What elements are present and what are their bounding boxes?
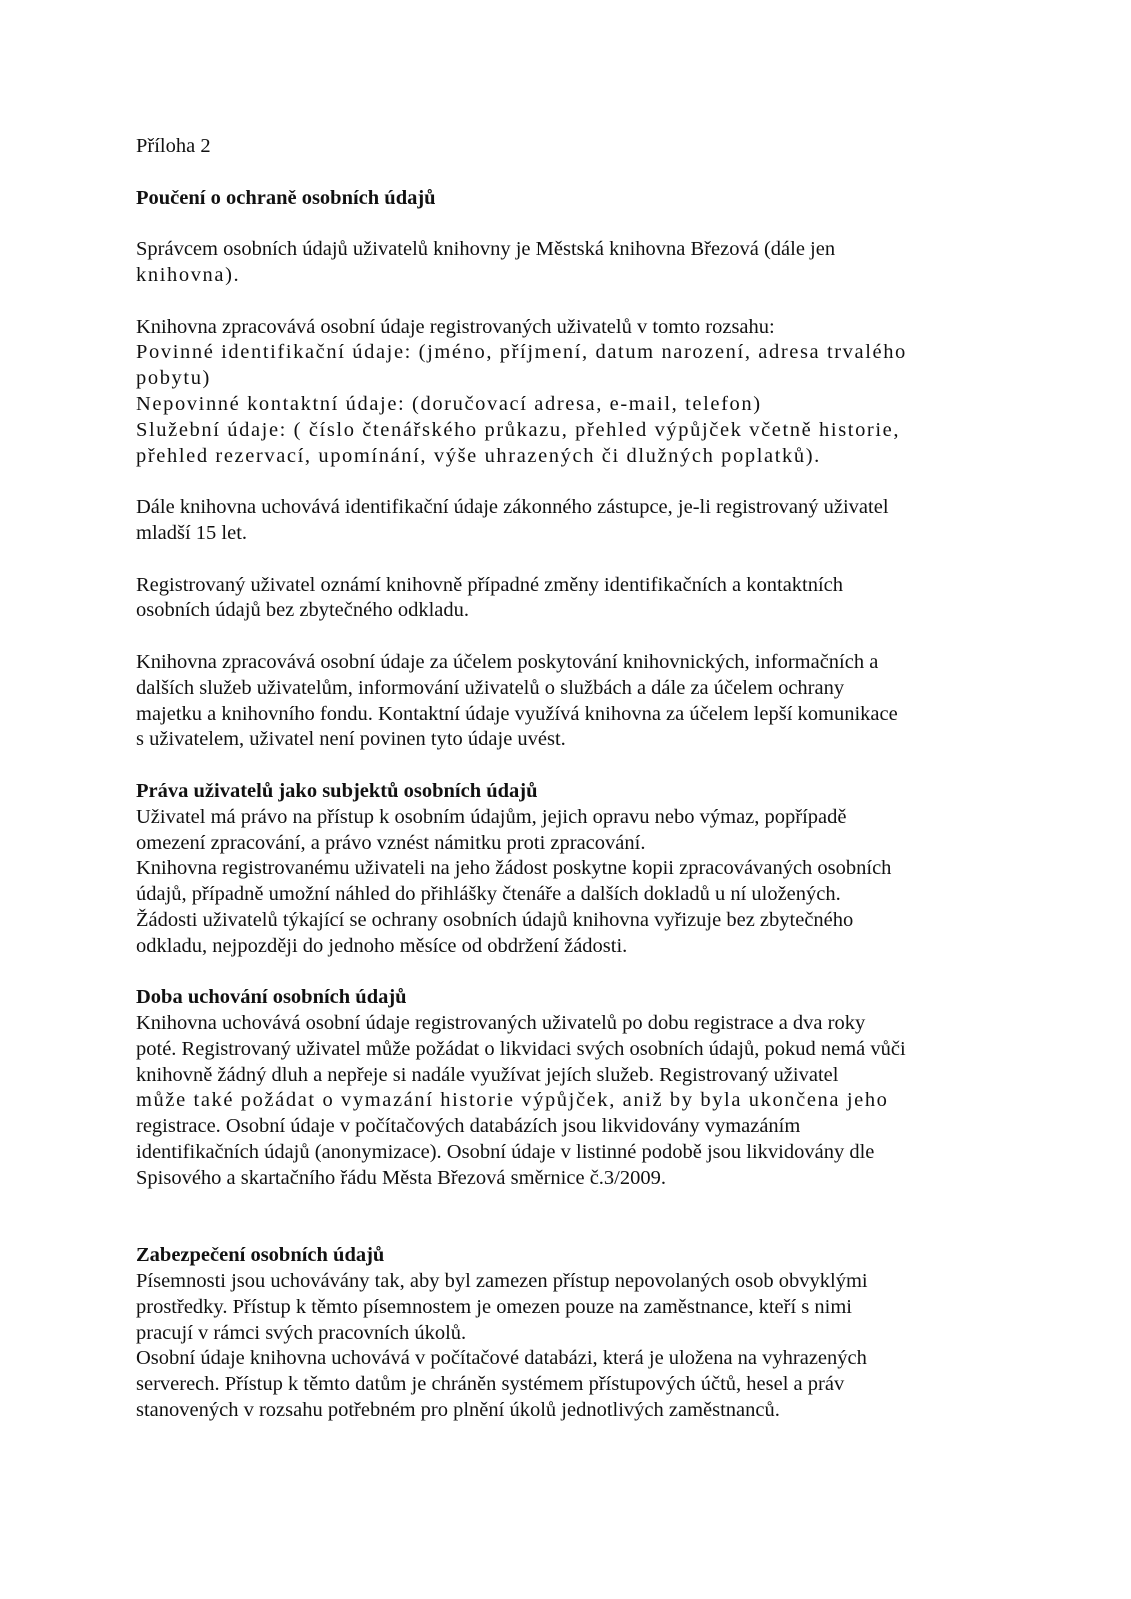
text-line: Knihovna registrovanému uživateli na jeho žádost poskytne kopii zpracovávaných osobních	[136, 857, 892, 880]
text-line: údajů, případně umožní náhled do přihlášky čtenáře a dalších dokladů u ní uložených.	[136, 883, 841, 906]
text-line: Spisového a skartačního řádu Města Březová směrnice č.3/2009.	[136, 1166, 666, 1189]
text-line: poté. Registrovaný uživatel může požádat o likvidaci svých osobních údajů, pokud nemá vůči	[136, 1037, 906, 1060]
rights-heading: Práva uživatelů jako subjektů osobních údajů	[136, 779, 538, 802]
intro-paragraph	[136, 237, 1016, 289]
text-line: Knihovna zpracovává osobní údaje za účelem poskytování knihovnických, informačních a	[136, 650, 879, 673]
spacer	[136, 160, 1016, 186]
spacer	[136, 753, 1016, 779]
text-line: Služební údaje: ( číslo čtenářského průkazu, přehled výpůjček včetně historie,	[136, 418, 901, 441]
text-line: Knihovna uchovává osobní údaje registrovaných uživatelů po dobu registrace a dva roky	[136, 1012, 866, 1035]
rights-section	[136, 779, 1016, 960]
text-line: Osobní údaje knihovna uchovává v počítačové databázi, která je uložena na vyhrazených	[136, 1347, 867, 1370]
security-section	[136, 1243, 1016, 1424]
spacer	[136, 1192, 1016, 1244]
retention-heading: Doba uchování osobních údajů	[136, 986, 407, 1009]
purpose-paragraph	[136, 650, 1016, 753]
text-line: může také požádat o vymazání historie výpůjček, aniž by byla ukončena jeho	[136, 1089, 889, 1112]
text-line: stanovených v rozsahu potřebném pro plnění úkolů jednotlivých zaměstnanců.	[136, 1399, 780, 1422]
text-line: Nepovinné kontaktní údaje: (doručovací adresa, e-mail, telefon)	[136, 392, 762, 415]
spacer	[136, 624, 1016, 650]
text-line: osobních údajů bez zbytečného odkladu.	[136, 599, 470, 622]
changes-paragraph	[136, 573, 1016, 625]
spacer	[136, 960, 1016, 986]
retention-section	[136, 985, 1016, 1191]
text-line: majetku a knihovního fondu. Kontaktní údaje využívá knihovna za účelem lepší komunikace	[136, 702, 898, 725]
text-line: prostředky. Přístup k těmto písemnostem je omezen pouze na zaměstnance, kteří s nimi	[136, 1295, 852, 1318]
text-line: přehled rezervací, upomínání, výše uhrazených či dlužných poplatků).	[136, 444, 821, 467]
spacer	[136, 547, 1016, 573]
text-line: Registrovaný uživatel oznámí knihovně případné změny identifikačních a kontaktních	[136, 573, 844, 596]
text-line: Povinné identifikační údaje: (jméno, příjmení, datum narození, adresa trvalého	[136, 341, 907, 364]
document-page	[136, 134, 1016, 1424]
guardian-paragraph	[136, 495, 1016, 547]
text-line: Dále knihovna uchovává identifikační údaje zákonného zástupce, je-li registrovaný uživatel	[136, 496, 889, 519]
text-line: s uživatelem, uživatel není povinen tyto údaje uvést.	[136, 728, 566, 751]
text-line: registrace. Osobní údaje v počítačových databázích jsou likvidovány vymazáním	[136, 1115, 801, 1138]
text-line: knihovna).	[136, 263, 241, 286]
spacer	[136, 289, 1016, 315]
document-title: Poučení o ochraně osobních údajů	[136, 186, 436, 209]
text-line: odkladu, nejpozději do jednoho měsíce od obdržení žádosti.	[136, 934, 628, 957]
text-line: pobytu)	[136, 367, 211, 390]
annex-label: Příloha 2	[136, 135, 211, 157]
text-line: Žádosti uživatelů týkající se ochrany osobních údajů knihovna vyřizuje bez zbytečného	[136, 908, 854, 931]
text-line: mladší 15 let.	[136, 521, 248, 544]
scope-paragraph	[136, 315, 1016, 470]
security-heading: Zabezpečení osobních údajů	[136, 1244, 385, 1267]
text-line: Správcem osobních údajů uživatelů knihovny je Městská knihovna Březová (dále jen	[136, 238, 836, 261]
text-line: serverech. Přístup k těmto datům je chráněn systémem přístupových účtů, hesel a práv	[136, 1373, 845, 1396]
text-line: Uživatel má právo na přístup k osobním údajům, jejich opravu nebo výmaz, popřípadě	[136, 805, 847, 828]
spacer	[136, 211, 1016, 237]
text-line: Písemnosti jsou uchovávány tak, aby byl zamezen přístup nepovolaných osob obvyklými	[136, 1270, 868, 1293]
text-line: Knihovna zpracovává osobní údaje registrovaných uživatelů v tomto rozsahu:	[136, 315, 775, 338]
text-line: omezení zpracování, a právo vznést námitku proti zpracování.	[136, 831, 646, 854]
text-line: identifikačních údajů (anonymizace). Osobní údaje v listinné podobě jsou likvidovány dle	[136, 1141, 875, 1164]
text-line: dalších služeb uživatelům, informování uživatelů o službách a dále za účelem ochrany	[136, 676, 845, 699]
text-line: knihovně žádný dluh a nepřeje si nadále využívat jejích služeb. Registrovaný uživatel	[136, 1063, 839, 1086]
text-line: pracují v rámci svých pracovních úkolů.	[136, 1321, 467, 1344]
spacer	[136, 469, 1016, 495]
